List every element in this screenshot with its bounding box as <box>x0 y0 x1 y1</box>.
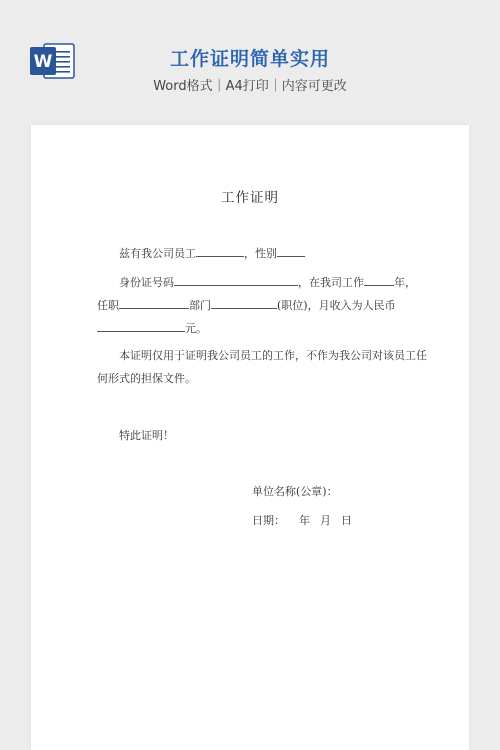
date-label: 日期： <box>252 514 285 527</box>
position-label: 任职 <box>97 299 119 312</box>
year-label: 年 <box>299 514 310 527</box>
work-duration-label: ，在我司工作 <box>298 276 364 289</box>
header <box>0 0 500 125</box>
purpose-line-2: 何形式的担保文件。 <box>97 372 196 385</box>
id-number-blank <box>174 275 298 286</box>
purpose-line-1: 本证明仅用于证明我公司员工的工作，不作为我公司对该员工任 <box>119 349 427 362</box>
day-label: 日 <box>341 514 352 527</box>
employee-label: 兹有我公司员工 <box>119 247 196 260</box>
income-line <box>97 321 207 336</box>
income-label: (职位)，月收入为人民币 <box>277 299 396 312</box>
gender-label: ，性别 <box>244 247 277 260</box>
word-icon-letter: W <box>33 52 53 72</box>
income-blank <box>97 321 185 332</box>
gender-blank <box>277 246 305 257</box>
years-blank <box>364 275 394 286</box>
department-label: 部门 <box>189 299 211 312</box>
years-label: 年， <box>394 276 416 289</box>
date-line <box>252 514 352 528</box>
document-page <box>31 125 469 750</box>
position-blank <box>119 298 189 309</box>
employee-line <box>119 246 305 261</box>
yuan-label: 元。 <box>185 322 207 335</box>
department-blank <box>211 298 277 309</box>
document-title: 工作证明 <box>221 190 279 206</box>
page-title: 工作证明简单实用 <box>169 48 330 70</box>
position-line <box>97 298 396 313</box>
id-label: 身份证号码 <box>119 276 174 289</box>
id-line <box>119 275 416 290</box>
page-subtitle: Word格式｜A4打印｜内容可更改 <box>153 79 347 94</box>
month-label: 月 <box>320 514 331 527</box>
company-seal-label: 单位名称(公章)： <box>252 485 338 498</box>
employee-name-blank <box>196 246 244 257</box>
closing-text: 特此证明！ <box>119 429 174 442</box>
